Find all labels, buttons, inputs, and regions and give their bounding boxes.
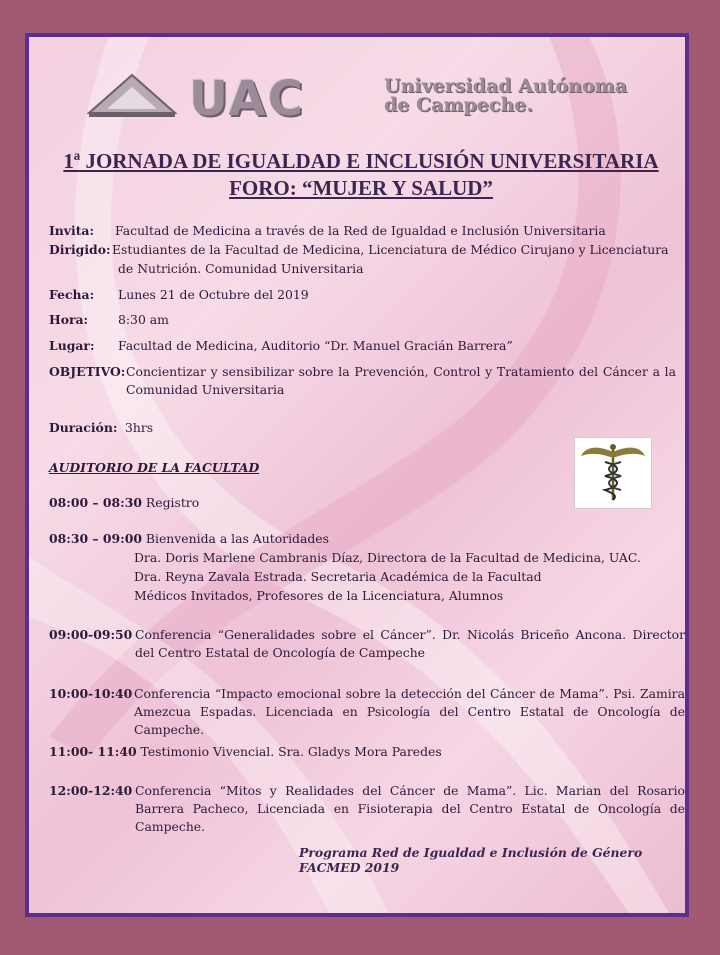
section-title: AUDITORIO DE LA FACULTAD — [49, 460, 260, 475]
fecha-value: Lunes 21 de Octubre del 2019 — [118, 287, 309, 302]
event-title: 1ª JORNADA DE IGUALDAD E INCLUSIÓN UNIVERSITARIA — [63, 149, 659, 173]
schedule-item-2 — [49, 531, 329, 547]
duracion-label: Duración: — [49, 420, 118, 435]
schedule-text: Registro — [145, 495, 200, 510]
schedule-sub-line: Médicos Invitados, Profesores de la Licenciatura, Alumnos — [134, 588, 504, 603]
hora-value: 8:30 am — [118, 312, 169, 327]
schedule-sub-line: Dra. Reyna Zavala Estrada. Secretaria Académica de la Facultad — [134, 569, 542, 584]
uac-logo-icon — [87, 73, 177, 119]
duracion-value: 3hrs — [125, 420, 154, 435]
logo-name-line1: Universidad Autónoma — [384, 75, 628, 97]
schedule-item-5 — [49, 744, 442, 760]
dirigido-label: Dirigido: — [49, 242, 111, 257]
schedule-time: 09:00-09:50 — [49, 627, 133, 642]
schedule-sub-line: Dra. Doris Marlene Cambranis Díaz, Directora de la Facultad de Medicina, UAC. — [134, 550, 641, 565]
lugar-label: Lugar: — [49, 338, 95, 353]
logo-acronym: UAC — [189, 71, 305, 127]
caduceus-icon — [575, 438, 651, 508]
schedule-item-1 — [49, 495, 199, 511]
hora-label: Hora: — [49, 312, 89, 327]
schedule-text: Conferencia “Mitos y Realidades del Cáncer de Mama”. Lic. Marian del Rosario Barrera Pacheco, Licenciada en Fisioterapia del Centro Estatal de Oncología de Campeche. — [135, 783, 685, 834]
objetivo-value: Concientizar y sensibilizar sobre la Prevención, Control y Tratamiento del Cáncer a la Comunidad Universitaria — [126, 364, 676, 397]
schedule-text: Conferencia “Generalidades sobre el Cáncer”. Dr. Nicolás Briceño Ancona. Director del Centro Estatal de Oncología de Campeche — [135, 627, 685, 660]
schedule-text: Bienvenida a las Autoridades — [145, 531, 329, 546]
schedule-text: Conferencia “Impacto emocional sobre la detección del Cáncer de Mama”. Psi. Zamira Amezcua Espadas. Licenciada en Psicología del Centro Estatal de Oncología de Campeche. — [134, 686, 685, 737]
dirigido-value-line1: Estudiantes de la Facultad de Medicina, Licenciatura de Médico Cirujano y Licenciatura — [112, 242, 669, 257]
logo-name-line2: de Campeche. — [384, 94, 533, 116]
schedule-time: 12:00-12:40 — [49, 783, 133, 798]
fecha-label: Fecha: — [49, 287, 95, 302]
footer-program: Programa Red de Igualdad e Inclusión de Género FACMED 2019 — [299, 845, 643, 875]
forum-title: FORO: “MUJER Y SALUD” — [229, 176, 493, 200]
schedule-time: 08:30 – 09:00 — [49, 531, 142, 546]
lugar-value: Facultad de Medicina, Auditorio “Dr. Manuel Gracián Barrera” — [118, 338, 513, 353]
poster — [25, 33, 689, 917]
schedule-text: Testimonio Vivencial. Sra. Gladys Mora Paredes — [140, 744, 442, 759]
schedule-time: 11:00- 11:40 — [49, 744, 137, 759]
dirigido-value-line2: de Nutrición. Comunidad Universitaria — [118, 261, 364, 276]
objetivo-label: OBJETIVO: — [49, 364, 126, 379]
schedule-time: 08:00 – 08:30 — [49, 495, 142, 510]
schedule-time: 10:00-10:40 — [49, 686, 133, 701]
invita-value: Facultad de Medicina a través de la Red de Igualdad e Inclusión Universitaria — [115, 223, 606, 238]
logo-university-name — [384, 77, 674, 115]
caduceus-emblem — [574, 437, 652, 509]
invita-label: Invita: — [49, 223, 95, 238]
